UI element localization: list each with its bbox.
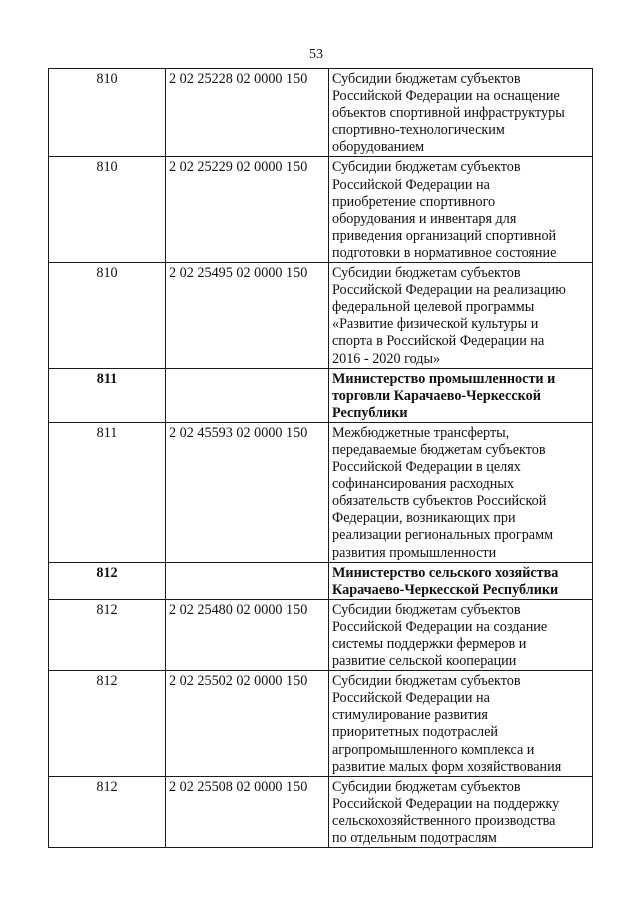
ministry-header-row xyxy=(49,562,593,599)
revenue-name-line: передаваемые бюджетам субъектов xyxy=(332,441,546,458)
revenue-name-line: Республики xyxy=(332,404,408,421)
revenue-name-line: стимулирование развития xyxy=(332,707,488,724)
revenue-name-line: 2016 - 2020 годы» xyxy=(332,350,441,367)
revenue-name-line: торговли Карачаево-Черкесской xyxy=(332,387,541,404)
admin-code-cell: 812 xyxy=(49,562,166,599)
revenue-name-line: обязательств субъектов Российской xyxy=(332,493,547,510)
revenue-name-line: Субсидии бюджетам субъектов xyxy=(332,159,521,176)
revenue-name-line: объектов спортивной инфраструктуры xyxy=(332,105,565,122)
table-row xyxy=(49,69,593,157)
budget-code-cell: 2 02 45593 02 0000 150 xyxy=(166,422,329,562)
budget-code-cell: 2 02 25508 02 0000 150 xyxy=(166,776,329,847)
admin-code-cell: 810 xyxy=(49,157,166,263)
revenue-name-line: Субсидии бюджетам субъектов xyxy=(332,71,521,87)
revenue-name-line: оборудованием xyxy=(332,139,425,156)
budget-code-cell xyxy=(166,562,329,599)
revenue-name-line: спорта в Российской Федерации на xyxy=(332,333,545,350)
budget-classification-table xyxy=(48,68,593,848)
admin-code-cell: 812 xyxy=(49,776,166,847)
revenue-name-line: федеральной целевой программы xyxy=(332,299,535,316)
admin-code-cell: 810 xyxy=(49,263,166,369)
revenue-name-cell xyxy=(329,368,593,422)
revenue-name-line: Российской Федерации на xyxy=(332,176,490,193)
revenue-name-line: Российской Федерации на оснащение xyxy=(332,88,560,105)
revenue-name-cell xyxy=(329,671,593,777)
budget-code-cell: 2 02 25480 02 0000 150 xyxy=(166,599,329,670)
revenue-name-line: Российской Федерации в целях xyxy=(332,459,521,476)
revenue-name-line: Субсидии бюджетам субъектов xyxy=(332,673,521,690)
revenue-name-line: приведения организаций спортивной xyxy=(332,227,557,244)
revenue-name-line: реализации региональных программ xyxy=(332,527,554,544)
revenue-name-line: развитие сельской кооперации xyxy=(332,653,517,670)
revenue-name-cell xyxy=(329,263,593,369)
revenue-name-line: Субсидии бюджетам субъектов xyxy=(332,265,521,282)
table-row xyxy=(49,263,593,369)
revenue-name-line: софинансирования расходных xyxy=(332,476,514,493)
revenue-name-line: спортивно-технологическим xyxy=(332,122,505,139)
budget-code-cell: 2 02 25502 02 0000 150 xyxy=(166,671,329,777)
revenue-name-line: Федерации, возникающих при xyxy=(332,510,516,527)
revenue-name-line: Российской Федерации на xyxy=(332,690,490,707)
revenue-name-line: сельскохозяйственного производства xyxy=(332,812,556,829)
revenue-name-line: Межбюджетные трансферты, xyxy=(332,424,510,441)
revenue-name-line: «Развитие физической культуры и xyxy=(332,316,539,333)
revenue-name-cell xyxy=(329,562,593,599)
admin-code-cell: 812 xyxy=(49,671,166,777)
revenue-name-cell xyxy=(329,776,593,847)
table-row xyxy=(49,671,593,777)
revenue-name-line: подготовки в нормативное состояние xyxy=(332,244,557,261)
budget-code-cell: 2 02 25228 02 0000 150 xyxy=(166,69,329,157)
revenue-name-line: системы поддержки фермеров и xyxy=(332,636,527,652)
table-body xyxy=(49,69,593,848)
revenue-name-line: развитие малых форм хозяйствования xyxy=(332,758,562,775)
revenue-name-cell xyxy=(329,157,593,263)
table-row xyxy=(49,776,593,847)
table-row xyxy=(49,599,593,670)
page-number: 53 xyxy=(309,47,323,62)
revenue-name-line: по отдельным подотраслям xyxy=(332,830,497,847)
revenue-name-line: развития промышленности xyxy=(332,544,497,561)
ministry-header-row xyxy=(49,368,593,422)
table-row xyxy=(49,422,593,562)
revenue-name-line: приоритетных подотраслей xyxy=(332,724,498,741)
revenue-name-line: оборудования и инвентаря для xyxy=(332,210,517,227)
budget-code-cell xyxy=(166,368,329,422)
admin-code-cell: 811 xyxy=(49,368,166,422)
admin-code-cell: 811 xyxy=(49,422,166,562)
revenue-name-line: Российской Федерации на реализацию xyxy=(332,282,566,299)
revenue-name-line: Министерство сельского хозяйства xyxy=(332,564,559,581)
revenue-name-cell xyxy=(329,69,593,157)
revenue-name-line: приобретение спортивного xyxy=(332,193,496,210)
revenue-name-line: Министерство промышленности и xyxy=(332,370,556,387)
revenue-name-line: Российской Федерации на поддержку xyxy=(332,795,560,812)
revenue-name-cell xyxy=(329,599,593,670)
revenue-name-cell xyxy=(329,422,593,562)
revenue-name-line: агропромышленного комплекса и xyxy=(332,741,535,758)
admin-code-cell: 812 xyxy=(49,599,166,670)
budget-code-cell: 2 02 25229 02 0000 150 xyxy=(166,157,329,263)
budget-code-cell: 2 02 25495 02 0000 150 xyxy=(166,263,329,369)
revenue-name-line: Субсидии бюджетам субъектов xyxy=(332,778,521,795)
revenue-name-line: Российской Федерации на создание xyxy=(332,618,548,635)
revenue-name-line: Карачаево-Черкесской Республики xyxy=(332,581,559,598)
table-row xyxy=(49,157,593,263)
admin-code-cell: 810 xyxy=(49,69,166,157)
revenue-name-line: Субсидии бюджетам субъектов xyxy=(332,601,521,618)
